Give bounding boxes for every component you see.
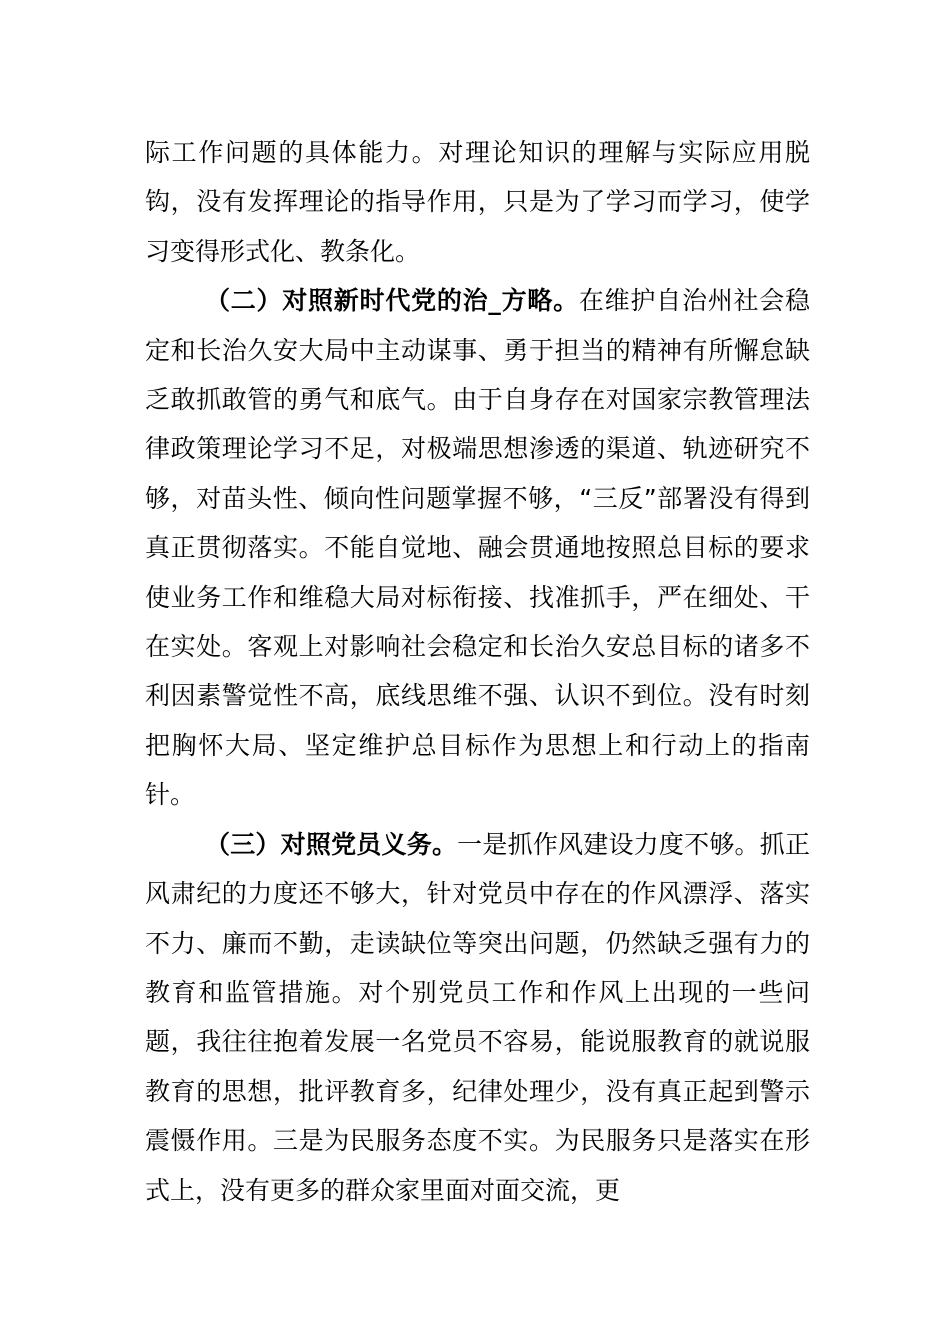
continuation-paragraph: 际工作问题的具体能力。对理论知识的理解与实际应用脱钩，没有发挥理论的指导作用，只是为了学习而学习，使学习变得形式化、教条化。 (145, 138, 810, 266)
document-body (145, 128, 810, 1215)
section-3-paragraph (145, 820, 810, 1215)
section-2-heading: （二）对照新时代党的治_方略。 (205, 286, 579, 316)
section-2-paragraph (145, 276, 810, 819)
section-2-body: 在维护自治州社会稳定和长治久安大局中主动谋事、勇于担当的精神有所懈怠缺乏敢抓敢管的勇气和底气。由于自身存在对国家宗教管理法律政策理论学习不足，对极端思想渗透的渠道、轨迹研究不够，对苗头性、倾向性问题掌握不够，“三反”部署没有得到真正贯彻落实。不能自觉地、融会贯通地按照总目标的要求使业务工作和维稳大局对标衔接、找准抓手，严在细处、干在实处。客观上对影响社会稳定和长治久安总目标的诸多不利因素警觉性不高，底线思维不强、认识不到位。没有时刻把胸怀大局、坚定维护总目标作为思想上和行动上的指南针。 (145, 286, 810, 810)
section-3-body: 一是抓作风建设力度不够。抓正风肃纪的力度还不够大，针对党员中存在的作风漂浮、落实不力、廉而不勤，走读缺位等突出问题，仍然缺乏强有力的教育和监管措施。对个别党员工作和作风上出现的一些问题，我往往抱着发展一名党员不容易，能说服教育的就说服教育的思想，批评教育多，纪律处理少，没有真正起到警示震慑作用。三是为民服务态度不实。为民服务只是落实在形式上，没有更多的群众家里面对面交流，更 (145, 829, 810, 1205)
section-3-heading: （三）对照党员义务。 (205, 829, 458, 859)
